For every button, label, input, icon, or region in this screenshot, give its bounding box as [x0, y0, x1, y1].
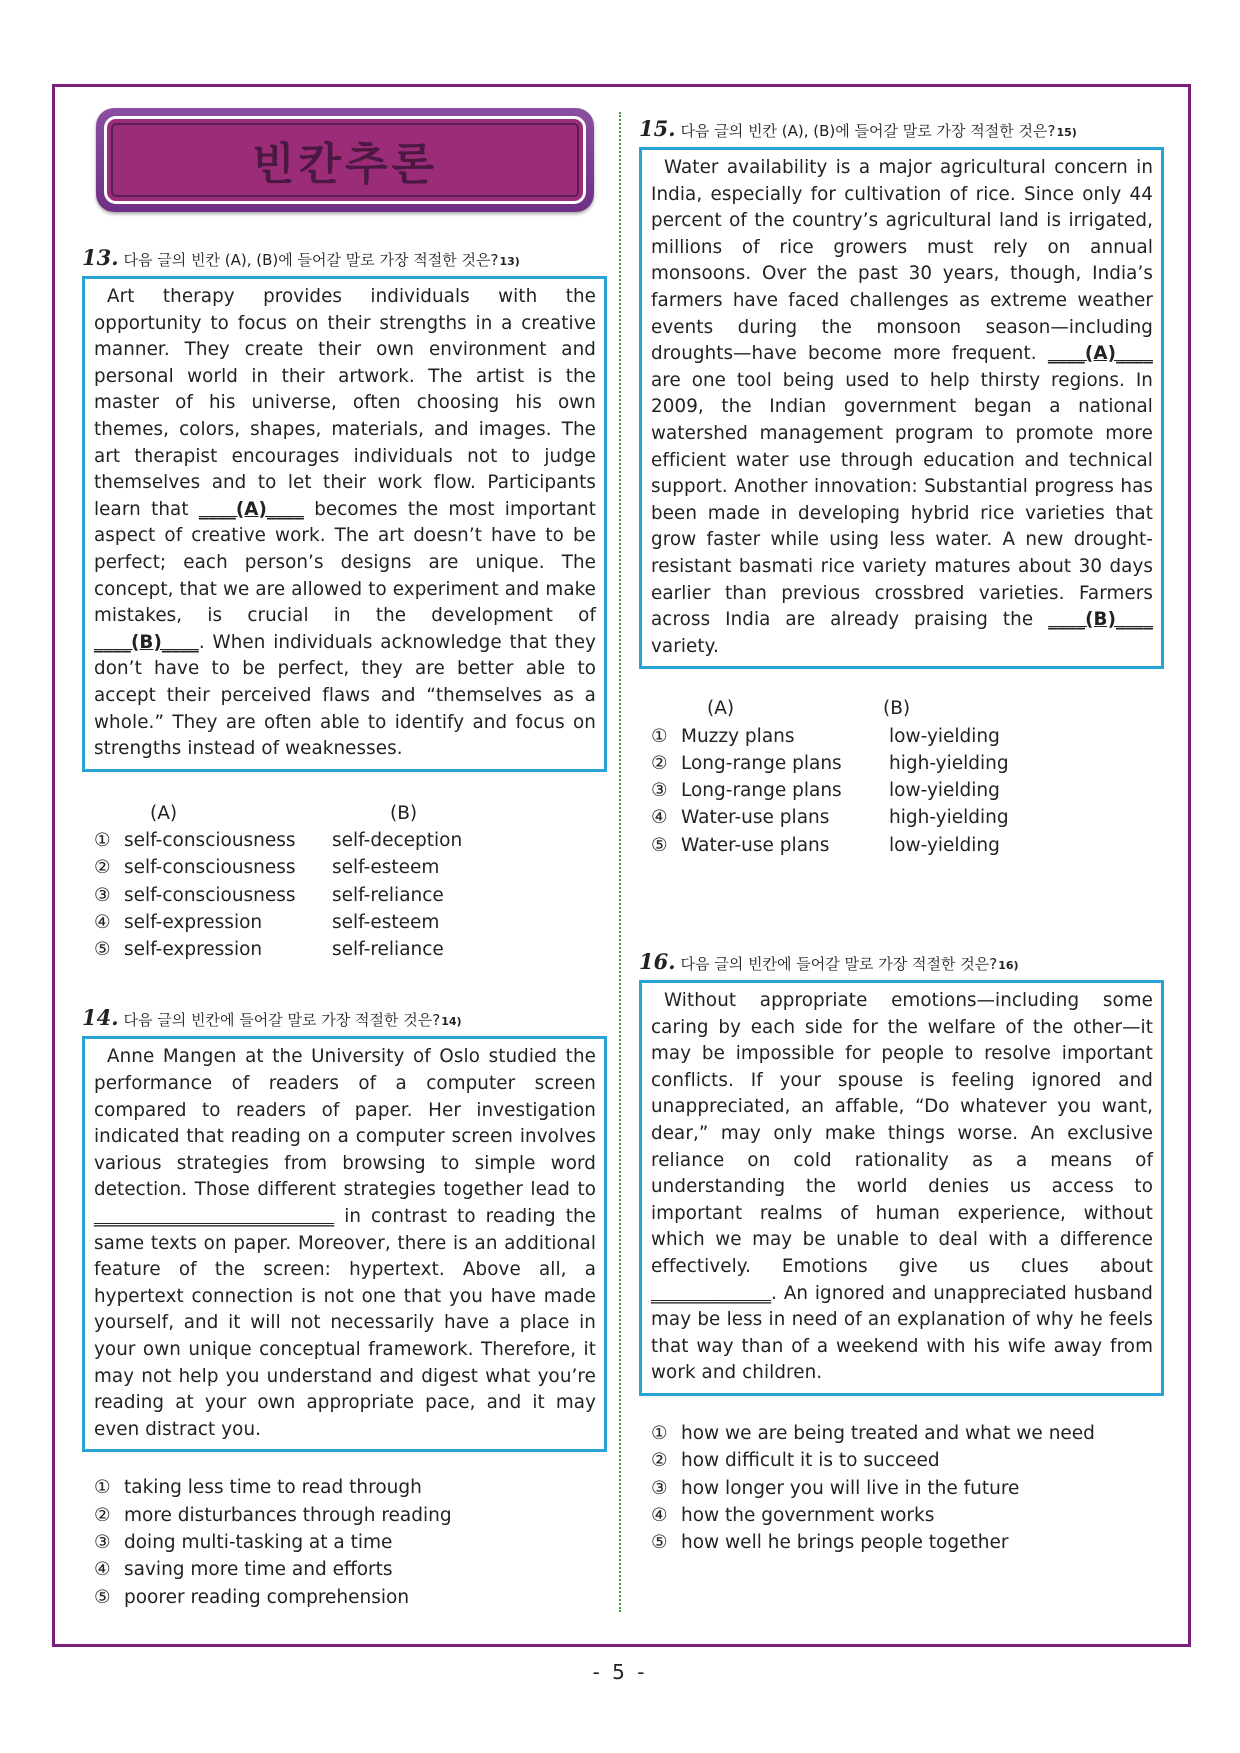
question-14-header: [82, 1005, 607, 1030]
choice-text: taking less time to read through: [124, 1477, 422, 1499]
question-13: [82, 245, 607, 963]
choice-option[interactable]: [639, 1475, 1164, 1502]
choice-text: how difficult it is to succeed: [681, 1450, 940, 1472]
choice-number: ①: [94, 1477, 111, 1499]
choice-option[interactable]: [639, 804, 1164, 831]
page-number: - 5 -: [592, 1660, 648, 1684]
choice-number: ①: [651, 725, 668, 747]
question-15-choices: [639, 695, 1164, 859]
choice-option[interactable]: [82, 1502, 607, 1529]
passage-text: Anne Mangen at the University of Oslo studied the performance of readers of a computer screen compared to readers of paper. Her investigation indicated that reading on a computer screen involves various strategies from browsing to simple word detection. Those different strategies together lead to: [94, 1046, 596, 1201]
question-14-footnote: 14): [441, 1015, 462, 1029]
choice-number: ④: [651, 807, 668, 829]
choice-option[interactable]: [639, 832, 1164, 859]
choice-option[interactable]: [82, 827, 607, 854]
choice-number: ②: [94, 857, 111, 879]
passage-text: in contrast to reading the same texts on paper. Moreover, there is an additional feature of the screen: hypertext. Above all, a hypertext connection is not one that you have made yourself, and it will not necessarily have a place in your own unique conceptual framework. Therefore, it may not help you understand and digest what you’re reading at your own appropriate pace, and it may even distract you.: [94, 1206, 596, 1440]
choice-text: poorer reading comprehension: [124, 1586, 410, 1608]
question-13-prompt: 다음 글의 빈칸 (A), (B)에 들어갈 말로 가장 적절한 것은?: [123, 251, 499, 269]
question-16-choices: [639, 1420, 1164, 1556]
choice-option[interactable]: [639, 1502, 1164, 1529]
choice-a-text: Water-use plans: [681, 807, 830, 829]
choice-b-text: self-reliance: [332, 939, 444, 961]
choice-b-text: self-deception: [332, 829, 463, 851]
choice-option[interactable]: [82, 1474, 607, 1501]
choice-text: how well he brings people together: [681, 1532, 1009, 1554]
choice-header-a: (A): [707, 698, 735, 720]
question-16: [639, 949, 1164, 1556]
choice-b-text: self-reliance: [332, 884, 444, 906]
column-divider: [619, 112, 621, 1612]
question-13-passage: [82, 276, 607, 772]
choice-text: doing multi-tasking at a time: [124, 1531, 393, 1553]
choice-number: ④: [651, 1504, 668, 1526]
choice-option[interactable]: [82, 1556, 607, 1583]
choice-a-text: Long-range plans: [681, 780, 842, 802]
question-16-passage: [639, 980, 1164, 1396]
question-14-prompt: 다음 글의 빈칸에 들어갈 말로 가장 적절한 것은?: [123, 1011, 441, 1030]
choice-number: ⑤: [651, 834, 668, 856]
choice-header-b: (B): [390, 802, 418, 824]
choice-option[interactable]: [639, 777, 1164, 804]
right-column: [639, 116, 1164, 1556]
question-14-passage: [82, 1036, 607, 1452]
question-16-number: 16.: [639, 949, 676, 975]
choice-option[interactable]: [82, 1529, 607, 1556]
question-15-passage: [639, 147, 1164, 669]
choice-a-text: self-expression: [124, 911, 263, 933]
choice-option[interactable]: [639, 723, 1164, 750]
choice-a-text: self-consciousness: [124, 857, 296, 879]
choice-option[interactable]: [82, 1584, 607, 1611]
question-14: [82, 1005, 607, 1610]
choice-b-text: self-esteem: [332, 911, 440, 933]
choice-b-text: low-yielding: [889, 780, 1000, 802]
choice-option[interactable]: [639, 1529, 1164, 1556]
question-13-choices: [82, 800, 607, 964]
passage-text: Art therapy provides individuals with the opportunity to focus on their strengths in a creative manner. They create their own environment and personal world in their artwork. The artist is the master of his universe, often choosing his own themes, colors, shapes, materials, and images. The art therapist encourages individuals not to judge themselves and to let their work flow. Participants learn that: [94, 286, 596, 520]
question-13-header: [82, 245, 607, 270]
choice-number: ②: [94, 1504, 111, 1526]
question-15-prompt: 다음 글의 빈칸 (A), (B)에 들어갈 말로 가장 적절한 것은?: [680, 122, 1056, 140]
choice-text: more disturbances through reading: [124, 1504, 452, 1526]
choice-header-b: (B): [883, 698, 911, 720]
passage-text: . An ignored and unappreciated husband may be less in need of an explanation of why he feels that way than of a weekend with his wife away from work and children.: [651, 1282, 1153, 1384]
section-banner-inner: [104, 116, 586, 204]
choice-header: [639, 695, 1164, 722]
choice-option[interactable]: [639, 1420, 1164, 1447]
passage-text: . When individuals acknowledge that they don’t have to be perfect, they are better able to accept their perceived flaws and “themselves as a whole.” They are often able to identify and focus on strengths instead of weaknesses.: [94, 631, 596, 760]
question-15-footnote: 15): [1056, 126, 1077, 139]
choice-b-text: high-yielding: [889, 807, 1009, 829]
passage-text: are one tool being used to help thirsty regions. In 2009, the Indian government began a national watershed management program to promote more efficient water use through education and technical support. Another innovation: Substantial progress has been made in developing hybrid rice varieties that grow faster while using less water. A new drought-resistant basmati rice variety matures about 30 days earlier than previous crossbred varieties. Farmers across India are already praising the: [651, 369, 1153, 631]
blank-a: ____(A)____: [198, 498, 304, 520]
choice-number: ①: [651, 1422, 668, 1444]
choice-option[interactable]: [639, 750, 1164, 777]
choice-a-text: Water-use plans: [681, 834, 830, 856]
choice-number: ⑤: [651, 1532, 668, 1554]
question-14-choices: [82, 1474, 607, 1610]
choice-number: ③: [651, 780, 668, 802]
choice-number: ②: [651, 752, 668, 774]
choice-b-text: low-yielding: [889, 834, 1000, 856]
choice-option[interactable]: [639, 1447, 1164, 1474]
question-16-header: [639, 949, 1164, 974]
choice-b-text: low-yielding: [889, 725, 1000, 747]
blank-b: ____(B)____: [1048, 609, 1153, 631]
choice-option[interactable]: [82, 882, 607, 909]
section-banner: [96, 108, 594, 212]
choice-number: ③: [651, 1477, 668, 1499]
choice-option[interactable]: [82, 909, 607, 936]
choice-number: ①: [94, 829, 111, 851]
choice-number: ⑤: [94, 1586, 111, 1608]
left-column: [82, 108, 607, 1611]
choice-number: ②: [651, 1450, 668, 1472]
choice-text: how the government works: [681, 1504, 935, 1526]
blank-a: ____(A)____: [1047, 343, 1153, 365]
choice-text: saving more time and efforts: [124, 1559, 393, 1581]
choice-a-text: self-consciousness: [124, 829, 296, 851]
choice-number: ③: [94, 1531, 111, 1553]
section-title: 빈칸추론: [251, 139, 438, 190]
choice-a-text: self-consciousness: [124, 884, 296, 906]
question-15: [639, 116, 1164, 859]
choice-text: how longer you will live in the future: [681, 1477, 1020, 1499]
blank: __________________________: [94, 1206, 335, 1228]
question-13-number: 13.: [82, 245, 119, 270]
blank: _____________: [651, 1282, 772, 1304]
question-15-header: [639, 116, 1164, 141]
choice-option[interactable]: [82, 854, 607, 881]
question-14-number: 14.: [82, 1005, 119, 1031]
blank-b: ____(B)____: [94, 631, 199, 653]
question-16-footnote: 16): [998, 959, 1019, 973]
choice-a-text: Muzzy plans: [681, 725, 795, 747]
passage-text: becomes the most important aspect of creative work. The art doesn’t have to be perfect; each person’s designs are unique. The concept, that we are allowed to experiment and make mistakes, is crucial in the development of: [94, 498, 596, 627]
choice-b-text: self-esteem: [332, 857, 440, 879]
choice-a-text: Long-range plans: [681, 752, 842, 774]
choice-number: ④: [94, 911, 111, 933]
choice-a-text: self-expression: [124, 939, 263, 961]
choice-b-text: high-yielding: [889, 752, 1009, 774]
question-16-prompt: 다음 글의 빈칸에 들어갈 말로 가장 적절한 것은?: [680, 955, 998, 974]
choice-number: ④: [94, 1559, 111, 1581]
choice-option[interactable]: [82, 936, 607, 963]
choice-number: ⑤: [94, 939, 111, 961]
passage-text: Water availability is a major agricultural concern in India, especially for cultivation of rice. Since only 44 percent of the country’s agricultural land is irrigated, millions of rice growers must rely on annual monsoons. Over the past 30 years, though, India’s farmers have faced challenges as extreme weather events during the monsoon season—including droughts—have become more frequent.: [651, 157, 1153, 365]
choice-number: ③: [94, 884, 111, 906]
passage-text: variety.: [651, 635, 719, 657]
question-13-footnote: 13): [499, 255, 520, 268]
choice-header: [82, 800, 607, 827]
passage-text: Without appropriate emotions—including some caring by each side for the welfare of the other—it may be impossible for people to resolve important conflicts. If your spouse is feeling ignored and unappreciated, an affable, “Do whatever you want, dear,” may only make things worse. An exclusive reliance on cold rationality as a means of understanding the world denies us access to important realms of human experience, without which we may be unable to deal with a difference effectively. Emotions give us clues about: [651, 990, 1153, 1277]
choice-header-a: (A): [150, 802, 178, 824]
question-15-number: 15.: [639, 116, 676, 141]
choice-text: how we are being treated and what we need: [681, 1422, 1095, 1444]
